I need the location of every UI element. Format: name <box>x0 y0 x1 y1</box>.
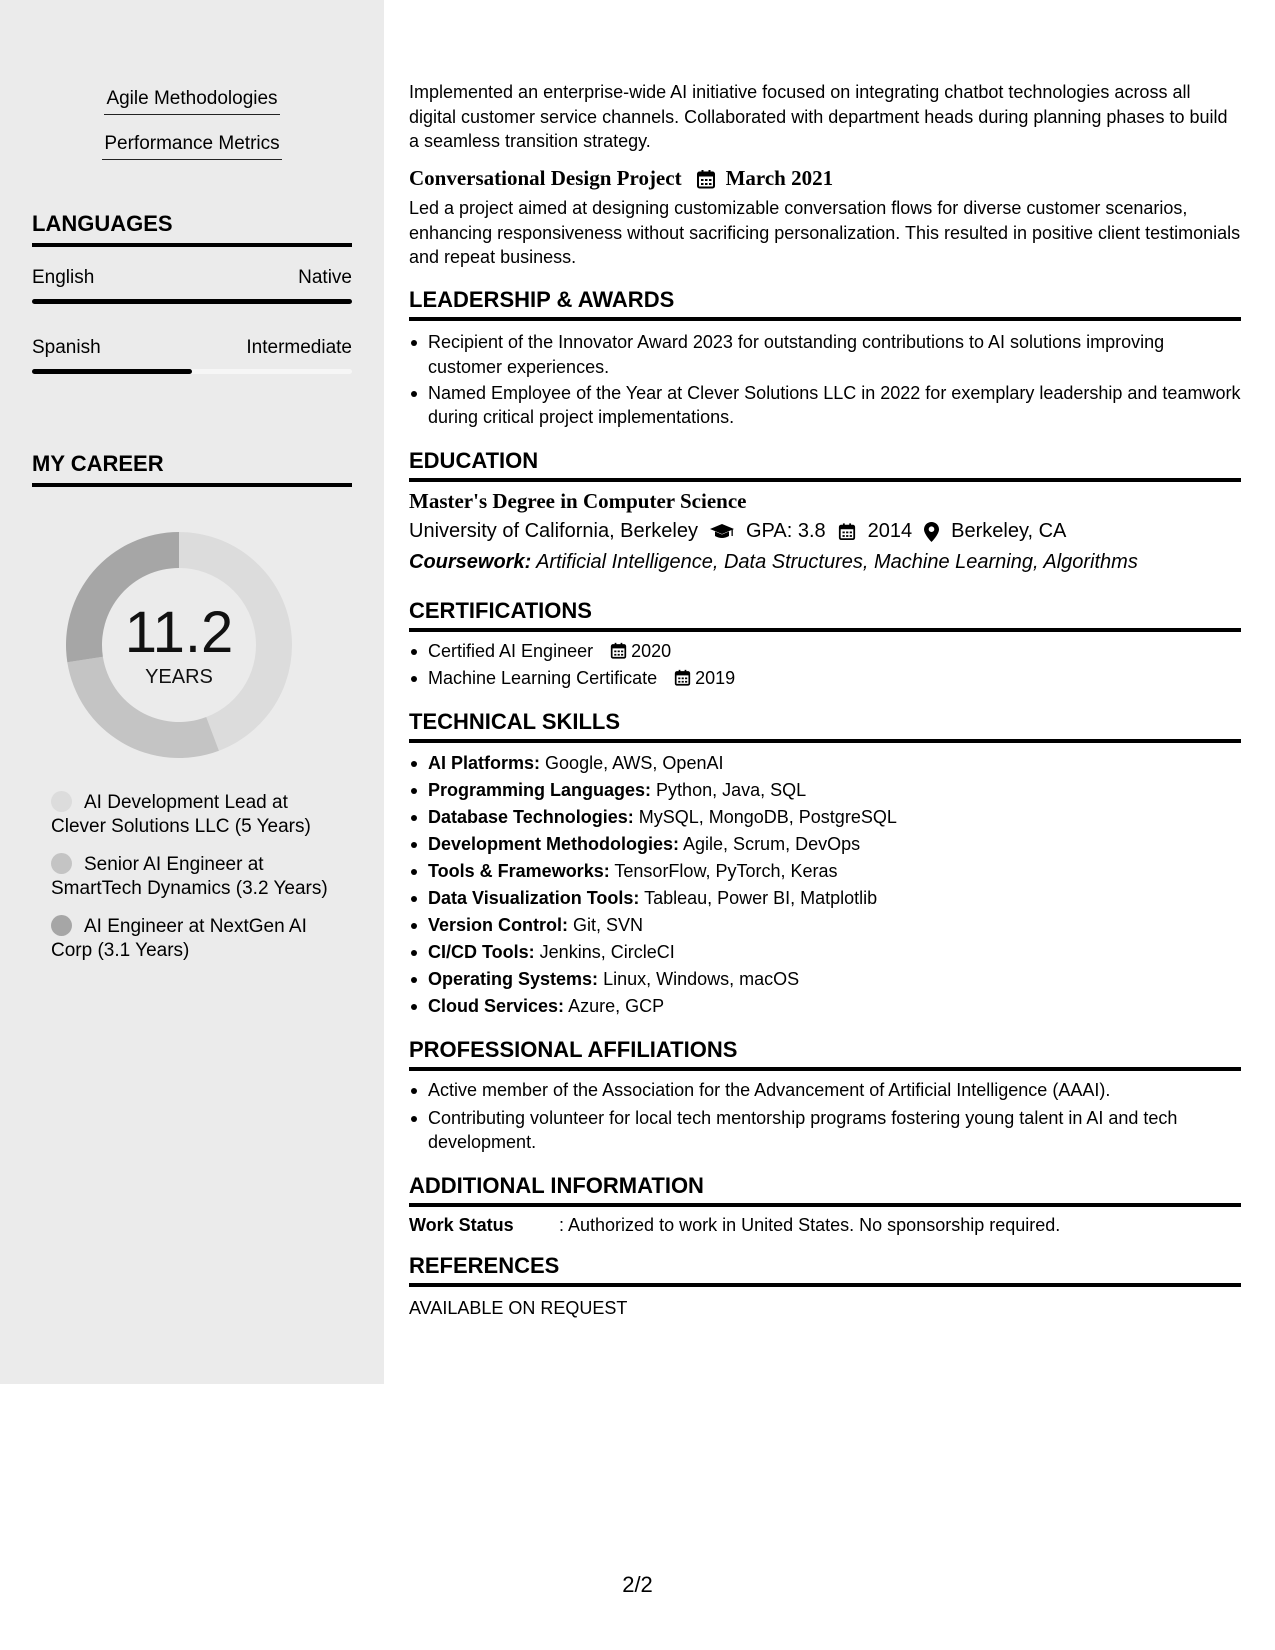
project-description: Led a project aimed at designing customizable conversation flows for diverse customer scenarios, enhancing responsiveness without sacrificing personalization. This resulted in positive client testimonials and repeat business. <box>409 198 1241 267</box>
skill-value: Google, AWS, OpenAI <box>545 753 724 773</box>
education-coursework <box>409 551 1138 574</box>
career-item <box>51 915 341 963</box>
career-donut-chart <box>66 532 292 758</box>
skill-tag-label: Performance Metrics <box>102 133 281 160</box>
skill-item <box>409 913 1241 938</box>
skill-label: Tools & Frameworks: <box>428 861 610 881</box>
list-item: Named Employee of the Year at Clever Solutions LLC in 2022 for exemplary leadership and teamwork during critical project implementations. <box>409 381 1241 430</box>
leadership-heading: LEADERSHIP & AWARDS <box>409 287 1241 321</box>
list-item <box>409 666 1241 691</box>
skill-item <box>409 751 1241 776</box>
calendar-icon <box>696 169 716 189</box>
education-year: 2014 <box>867 520 913 542</box>
work-status-value: : Authorized to work in United States. No sponsorship required. <box>559 1215 1061 1235</box>
skill-value: MySQL, MongoDB, PostgreSQL <box>638 807 897 827</box>
list-item <box>409 639 1241 664</box>
skill-tag-performance <box>0 133 384 160</box>
coursework-label: Coursework: <box>409 551 532 573</box>
certification-name: Machine Learning Certificate <box>428 668 658 688</box>
skill-tag-agile <box>0 88 384 115</box>
skill-label: Development Methodologies: <box>428 834 680 854</box>
career-legend-dot <box>51 791 72 812</box>
work-status-label: Work Status <box>409 1215 514 1235</box>
language-bar-fill <box>32 299 352 304</box>
language-row-english <box>32 267 352 289</box>
language-level: Intermediate <box>246 337 352 358</box>
language-bar-spanish <box>32 369 352 374</box>
skill-label: CI/CD Tools: <box>428 942 535 962</box>
career-item <box>51 791 341 839</box>
education-details <box>409 520 1066 543</box>
skill-item <box>409 967 1241 992</box>
certification-year: 2020 <box>631 641 672 661</box>
page-number: 2/2 <box>622 1572 653 1597</box>
education-gpa: GPA: 3.8 <box>746 520 826 542</box>
affiliations-list <box>409 1078 1241 1155</box>
certifications-heading: CERTIFICATIONS <box>409 598 1241 632</box>
skill-label: Data Visualization Tools: <box>428 888 640 908</box>
experience-description: Implemented an enterprise-wide AI initiative focused on integrating chatbot technologies across all digital customer service channels. Collaborated with department heads during planning phases to build a seamless transition strategy. <box>409 82 1228 151</box>
skill-item <box>409 778 1241 803</box>
skill-item <box>409 805 1241 830</box>
list-item: Recipient of the Innovator Award 2023 for outstanding contributions to AI solutions improving customer experiences. <box>409 330 1241 379</box>
skill-value: Linux, Windows, macOS <box>603 969 800 989</box>
calendar-icon <box>838 522 856 541</box>
skill-value: TensorFlow, PyTorch, Keras <box>614 861 838 881</box>
project-date: March 2021 <box>725 166 834 190</box>
certification-name: Certified AI Engineer <box>428 641 594 661</box>
project-title: Conversational Design Project <box>409 166 682 190</box>
skills-list <box>409 751 1241 1021</box>
skill-label: Programming Languages: <box>428 780 652 800</box>
skill-label: Operating Systems: <box>428 969 599 989</box>
career-legend-dot <box>51 915 72 936</box>
project-title-row <box>409 166 833 191</box>
skill-value: Azure, GCP <box>568 996 665 1016</box>
graduation-cap-icon <box>710 523 734 541</box>
languages-heading: LANGUAGES <box>32 211 352 247</box>
skill-item <box>409 940 1241 965</box>
career-item <box>51 853 341 901</box>
skill-label: Version Control: <box>428 915 569 935</box>
education-school: University of California, Berkeley <box>409 520 698 542</box>
skill-value: Python, Java, SQL <box>656 780 807 800</box>
coursework-list: Artificial Intelligence, Data Structures, Machine Learning, Algorithms <box>536 551 1138 573</box>
language-name: English <box>32 267 95 288</box>
language-bar-english <box>32 299 352 304</box>
skill-item <box>409 859 1241 884</box>
career-item-text: Senior AI Engineer at SmartTech Dynamics (3.2 Years) <box>51 854 328 899</box>
career-legend-dot <box>51 853 72 874</box>
skills-heading: TECHNICAL SKILLS <box>409 709 1241 743</box>
education-heading: EDUCATION <box>409 448 1241 482</box>
career-item-text: AI Development Lead at Clever Solutions LLC (5 Years) <box>51 792 311 837</box>
language-row-spanish <box>32 337 352 359</box>
certifications-list <box>409 639 1241 691</box>
language-name: Spanish <box>32 337 101 358</box>
skill-tag-label: Agile Methodologies <box>104 88 279 115</box>
calendar-icon <box>610 642 627 659</box>
career-item-text: AI Engineer at NextGen AI Corp (3.1 Years) <box>51 916 307 961</box>
language-bar-fill <box>32 369 192 374</box>
education-degree: Master's Degree in Computer Science <box>409 489 747 513</box>
list-item: Active member of the Association for the Advancement of Artificial Intelligence (AAAI). <box>409 1078 1241 1103</box>
skill-item <box>409 886 1241 911</box>
skill-value: Jenkins, CircleCI <box>539 942 675 962</box>
skill-label: Cloud Services: <box>428 996 565 1016</box>
leadership-list <box>409 330 1241 431</box>
career-total-unit: YEARS <box>145 666 213 688</box>
skill-item <box>409 832 1241 857</box>
skill-value: Agile, Scrum, DevOps <box>683 834 861 854</box>
references-heading: REFERENCES <box>409 1253 1241 1287</box>
education-location: Berkeley, CA <box>951 520 1067 542</box>
skill-item <box>409 994 1241 1019</box>
skill-label: Database Technologies: <box>428 807 634 827</box>
work-status-row <box>409 1215 1060 1236</box>
certification-year: 2019 <box>695 668 736 688</box>
skill-label: AI Platforms: <box>428 753 541 773</box>
language-level: Native <box>298 267 352 288</box>
references-text: AVAILABLE ON REQUEST <box>409 1298 628 1318</box>
career-total-years: 11.2 <box>124 600 234 665</box>
list-item: Contributing volunteer for local tech mentorship programs fostering young talent in AI and tech development. <box>409 1106 1241 1155</box>
skill-value: Git, SVN <box>573 915 644 935</box>
map-marker-icon <box>924 522 939 542</box>
skill-value: Tableau, Power BI, Matplotlib <box>644 888 878 908</box>
career-heading: MY CAREER <box>32 451 352 487</box>
additional-info-heading: ADDITIONAL INFORMATION <box>409 1173 1241 1207</box>
calendar-icon <box>674 669 691 686</box>
affiliations-heading: PROFESSIONAL AFFILIATIONS <box>409 1037 1241 1071</box>
